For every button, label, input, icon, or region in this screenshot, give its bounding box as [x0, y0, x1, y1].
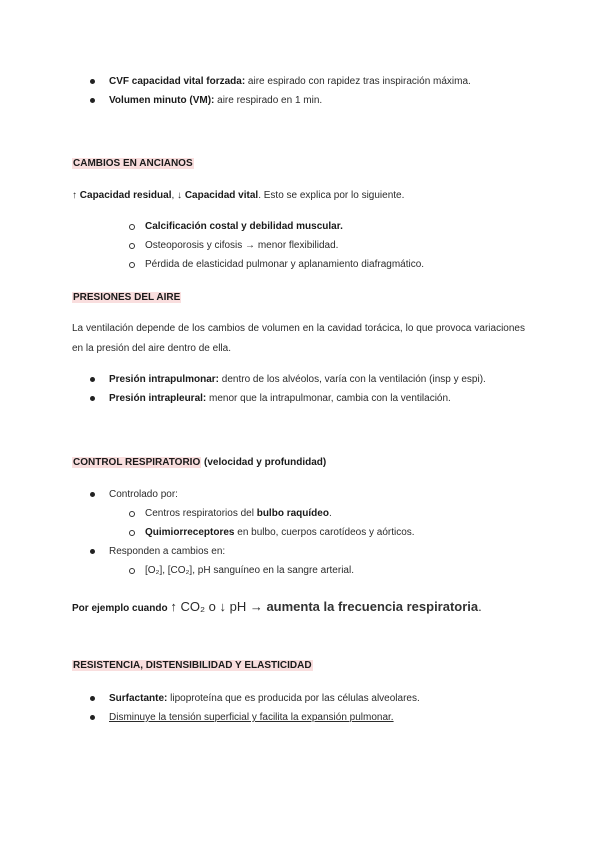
list-item: Controlado por:	[109, 489, 178, 500]
presiones-paragraph: La ventilación depende de los cambios de volumen en la cavidad torácica, lo que provoca variaciones en la presión del aire dentro de ella.	[72, 323, 525, 354]
definition: aire respirado en 1 min.	[214, 95, 323, 106]
sub-list-item: Osteoporosis y cifosis → menor flexibilidad.	[145, 240, 339, 251]
list-item: Surfactante: lipoproteína que es producida por las células alveolares.	[109, 693, 420, 704]
ancianos-lead: ↑ Capacidad residual, ↓ Capacidad vital. Esto se explica por lo siguiente.	[72, 190, 405, 201]
sub-list-item: [O₂], [CO₂], pH sanguíneo en la sangre arterial.	[145, 565, 354, 576]
sub-list-item: Calcificación costal y debilidad muscular.	[145, 221, 343, 232]
list-item: Presión intrapulmonar: dentro de los alvéolos, varía con la ventilación (insp y espi).	[109, 374, 486, 385]
term: Volumen minuto (VM):	[109, 95, 215, 106]
sub-list-item: Quimiorreceptores en bulbo, cuerpos carotídeos y aórticos.	[145, 527, 415, 538]
example-line: Por ejemplo cuando ↑ CO₂ o ↓ pH → aumenta la frecuencia respiratoria.	[72, 599, 482, 614]
list-item: Disminuye la tensión superficial y facilita la expansión pulmonar.	[109, 712, 394, 723]
list-item: Presión intrapleural: menor que la intrapulmonar, cambia con la ventilación.	[109, 393, 451, 404]
section-heading-resistencia: RESISTENCIA, DISTENSIBILIDAD Y ELASTICIDAD	[73, 660, 312, 671]
section-heading-ancianos: CAMBIOS EN ANCIANOS	[73, 158, 193, 169]
section-heading-control: CONTROL RESPIRATORIO (velocidad y profundidad)	[73, 457, 327, 468]
section-heading-presiones: PRESIONES DEL AIRE	[73, 292, 181, 303]
definition: aire espirado con rapidez tras inspiración máxima.	[245, 76, 471, 87]
term: CVF capacidad vital forzada:	[109, 76, 246, 87]
sub-list-item: Pérdida de elasticidad pulmonar y aplanamiento diafragmático.	[145, 259, 425, 270]
list-item	[109, 75, 471, 88]
list-item	[109, 94, 322, 107]
list-item: Responden a cambios en:	[109, 546, 226, 557]
sub-list-item: Centros respiratorios del bulbo raquídeo.	[145, 508, 332, 519]
